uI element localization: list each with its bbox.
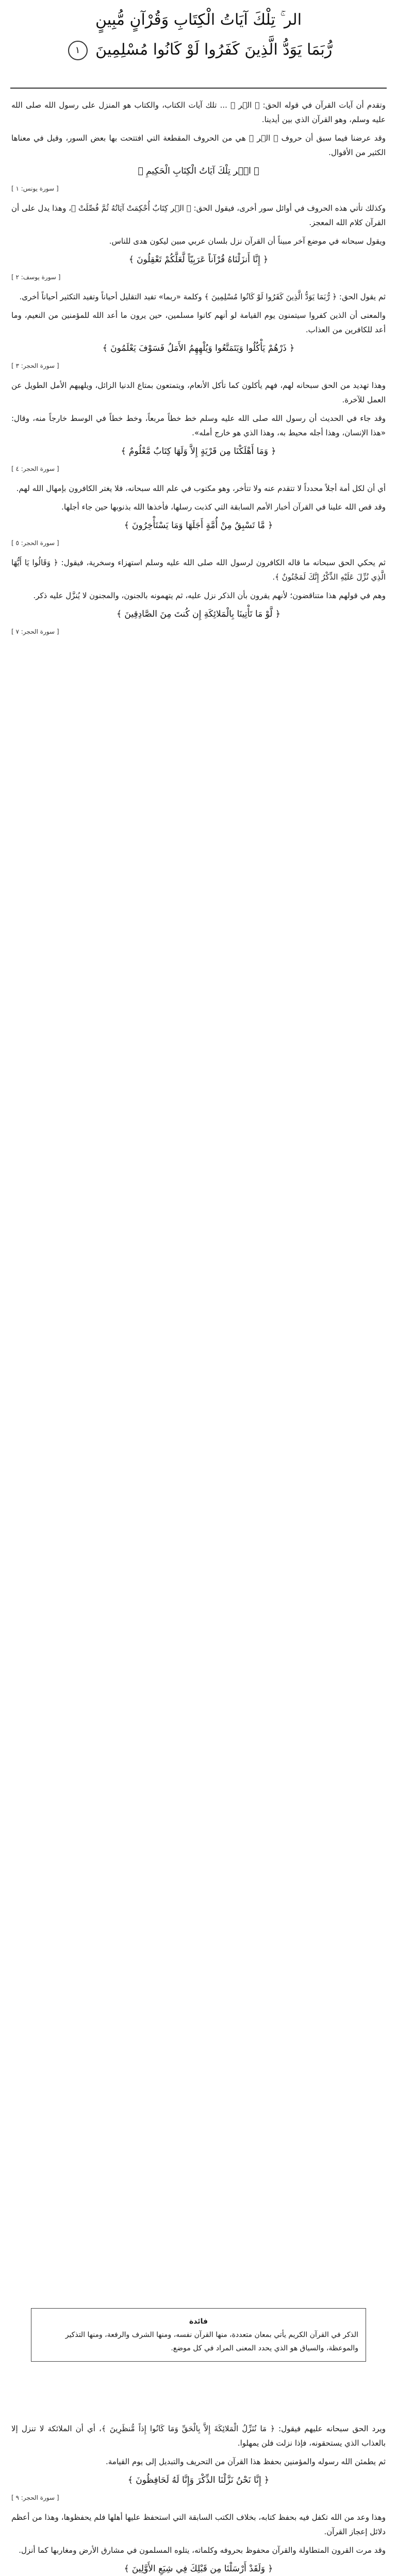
section-2 [11, 201, 386, 284]
header-divider [10, 88, 387, 89]
verse-reference: [ سورة الحجر: ٩ ] [11, 2494, 59, 2501]
note-text: الذكر في القرآن الكريم يأتي بمعان متعددة، منها القرآن نفسه، ومنها الشرف والرفعة، ومنها التذكير والموعظة، والسياق هو الذي يحدد المعنى المراد في كل موضع. [65, 2331, 358, 2352]
commentary-column-1 [11, 98, 386, 644]
note-title: فائدة [189, 2317, 208, 2326]
surah-header [10, 5, 387, 82]
paragraph: وقد قص الله علينا في القرآن أخبار الأمم السابقة التي كذبت رسلها، فأخذها الله بذنوبها حين جاء أجلها. [61, 502, 386, 512]
paragraph: ثم يحكي الحق سبحانه ما قاله الكافرون لرسول الله صلى الله عليه وسلم استهزاء وسخرية، فيقول: ﴿ وَقَالُوا يَا أَيُّهَا الَّذِي نُزِّلَ عَلَيْهِ الذِّكْرُ إِنَّكَ لَمَجْنُونٌ ﴾. [11, 558, 386, 582]
verse-reference: [ سورة الحجر: ٣ ] [11, 362, 59, 369]
quran-quote: ﴿ إِنَّا أَنزَلْنَاهُ قُرْآناً عَرَبِيّاً لَّعَلَّكُمْ تَعْقِلُونَ ﴾ [128, 255, 269, 265]
quran-quote: ﴿ وَلَقَدْ أَرْسَلْنَا مِن قَبْلِكَ فِي شِيَعِ الأَوَّلِينَ ﴾ [124, 2564, 273, 2574]
quran-quote: ﴿ إِنَّا نَحْنُ نَزَّلْنَا الذِّكْرَ وَإِنَّا لَهُ لَحَافِظُونَ ﴾ [127, 2475, 270, 2485]
paragraph: ويرد الحق سبحانه عليهم فيقول: ﴿ مَا نُنَزِّلُ الْمَلائِكَةَ إِلاَّ بِالْحَقِّ وَمَا كَانُوا إِذاً مُّنظَرِينَ ﴾، أي أن الملائكة لا تنزل إلا بالعذاب الذي يستحقونه، فإذا نزلت فلن يمهلوا. [11, 2424, 386, 2448]
paragraph: ويقول سبحانه في موضع آخر مبيناً أن القرآن نزل بلسان عربي مبين ليكون هدى للناس. [109, 236, 386, 246]
paragraph: وقد مرت القرون المتطاولة والقرآن محفوظ بحروفه وكلماته، يتلوه المسلمون في مشارق الأرض ومغاربها كما أنزل. [19, 2546, 386, 2555]
section-6 [11, 555, 386, 639]
verse-reference: [ سورة الحجر: ٧ ] [11, 628, 59, 635]
paragraph: وهم في قولهم هذا متناقضون؛ لأنهم يقرون بأن الذكر نزل عليه، ثم يتهمونه بالجنون، والمجنون لا يُنزَّل عليه ذكر. [33, 591, 386, 600]
paragraph: والمعنى أن الذين كفروا سيتمنون يوم القيامة لو أنهم كانوا مسلمين، حين يرون ما أعد الله للمؤمنين من النعيم، وما أعد للكافرين من العذاب. [11, 311, 386, 334]
section-4 [11, 378, 386, 476]
paragraph: وقد عرضنا فيما سبق أن حروف ﴿ الۤر ﴾ هي من الحروف المقطعة التي افتتحت بها بعض السور، وقيل في معناها الكثير من الأقوال. [11, 133, 386, 157]
section-8 [11, 2510, 386, 2576]
section-3 [11, 290, 386, 373]
verse-reference: [ سورة الحجر: ٥ ] [11, 539, 59, 547]
paragraph: وقد جاء في الحديث أن رسول الله صلى الله عليه وسلم خط خطاً مربعاً، وخط خطاً في الوسط خارجاً منه، وقال: «هذا الإنسان، وهذا أجله محيط به، وهذا الذي هو خارج أمله». [11, 414, 386, 437]
verse-reference: [ سورة يونس: ١ ] [11, 185, 59, 192]
paragraph: ثم يقول الحق: ﴿ رُّبَمَا يَوَدُّ الَّذِينَ كَفَرُوا لَوْ كَانُوا مُسْلِمِينَ ﴾ وكلمة «ربما» تفيد التقليل أحياناً وتفيد التكثير أحياناً أخرى. [19, 292, 386, 301]
quran-quote: ﴿ ذَرْهُمْ يَأْكُلُوا وَيَتَمَتَّعُوا وَيُلْهِهِمُ الأَمَلُ فَسَوْفَ يَعْلَمُونَ ﴾ [102, 343, 295, 353]
quran-quote: ﴿ مَّا تَسْبِقُ مِنْ أُمَّةٍ أَجَلَهَا وَمَا يَسْتَأْخِرُونَ ﴾ [124, 520, 273, 531]
commentary-column-2 [11, 2421, 386, 2576]
section-7 [11, 2421, 386, 2505]
quran-quote: ﴿ وَمَا أَهْلَكْنَا مِن قَرْيَةٍ إِلاَّ وَلَهَا كِتَابٌ مَّعْلُومٌ ﴾ [121, 446, 276, 456]
verse-reference: [ سورة يوسف: ٢ ] [11, 274, 61, 281]
paragraph: وهذا وعد من الله تكفل فيه بحفظ كتابه، بخلاف الكتب السابقة التي استحفظ عليها أهلها فلم يحفظوها، وهذا من أعظم دلائل إعجاز القرآن. [11, 2513, 386, 2536]
header-verse-line-1: الر ۚ تِلْكَ آيَاتُ الْكِتَابِ وَقُرْآنٍ مُّبِينٍ [95, 11, 302, 29]
paragraph: ثم يطمئن الله رسوله والمؤمنين بحفظ هذا القرآن من التحريف والتبديل إلى يوم القيامة. [105, 2457, 386, 2466]
paragraph: وكذلك تأتي هذه الحروف في أوائل سور أخرى، فيقول الحق: ﴿ الۤر كِتَابٌ أُحْكِمَتْ آيَاتُهُ ثُمَّ فُصِّلَتْ ﴾، وهذا يدل على أن القرآن كلام الله المعجز. [11, 204, 386, 227]
quran-quote: ﴿ الۤر تِلْكَ آيَاتُ الْكِتَابِ الْحَكِيمِ ﴾ [138, 166, 259, 176]
paragraph: وهذا تهديد من الحق سبحانه لهم، فهم يأكلون كما تأكل الأنعام، ويتمتعون بمتاع الدنيا الزائل، ويلهيهم الأمل الطويل عن العمل للآخرة. [11, 381, 386, 404]
paragraph: أي أن لكل أمة أجلاً محدداً لا تتقدم عنه ولا تتأخر، وهو مكتوب في علم الله سبحانه، فلا يغتر الكافرون بإمهال الله لهم. [16, 484, 386, 493]
verse-reference: [ سورة الحجر: ٤ ] [11, 465, 59, 472]
paragraph: وتقدم أن آيات القرآن في قوله الحق: ﴿ الۤر ﴾ ... تلك آيات الكتاب، والكتاب هو المنزل على رسول الله صلى الله عليه وسلم، وهو القرآن الذي بين أيدينا. [11, 100, 386, 124]
note-box [31, 2308, 366, 2362]
verse-number-badge: ١ [68, 41, 88, 60]
section-5 [11, 481, 386, 550]
quran-quote: ﴿ لَّوْ مَا تَأْتِينَا بِالْمَلائِكَةِ إِن كُنتَ مِنَ الصَّادِقِينَ ﴾ [117, 609, 280, 619]
section-1 [11, 98, 386, 196]
header-verse-line-2: رُّبَمَا يَوَدُّ الَّذِينَ كَفَرُوا لَوْ كَانُوا مُسْلِمِينَ [95, 41, 333, 59]
